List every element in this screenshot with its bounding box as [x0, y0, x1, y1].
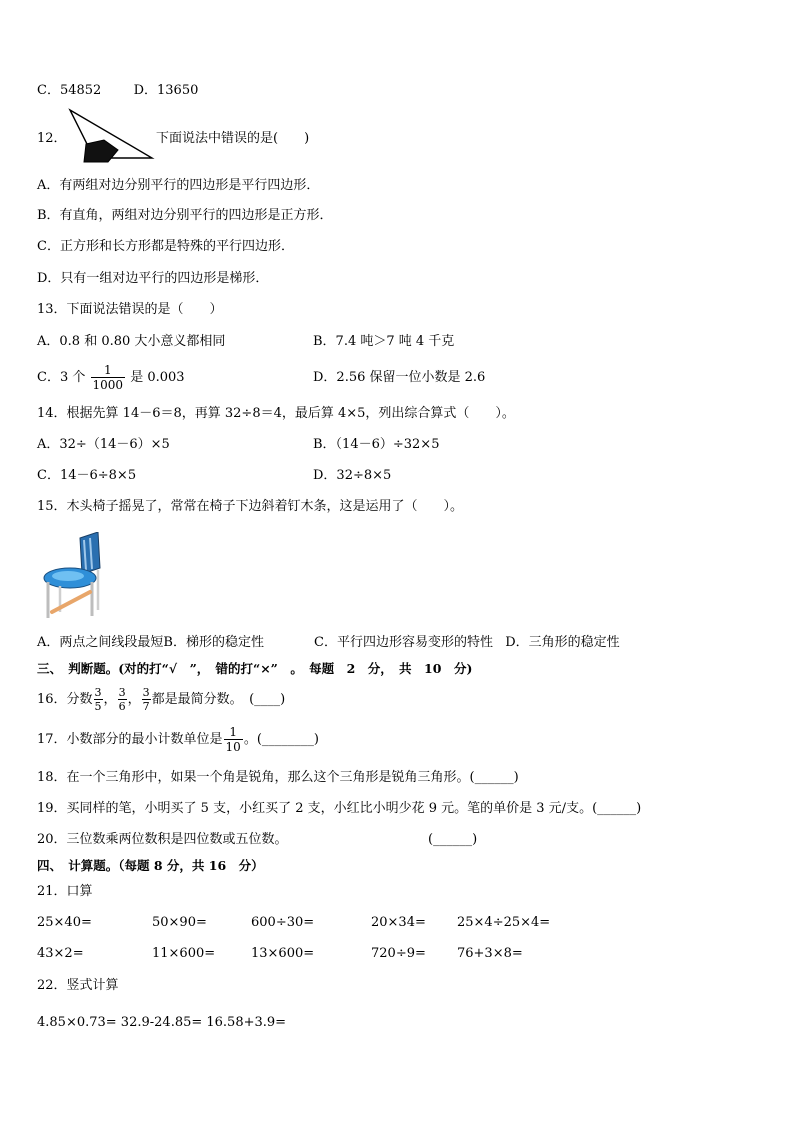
- q14-option-b: B．（14－6）÷32×5: [313, 437, 440, 452]
- q17-fraction: [224, 726, 243, 753]
- q16-fraction-2: [118, 687, 127, 712]
- fraction-denominator: 1000: [92, 378, 124, 392]
- q12-option-b: B．有直角，两组对边分别平行的四边形是正方形．: [37, 208, 333, 223]
- q14-option-a: A．32÷（14－6）×5: [37, 437, 170, 452]
- q19: 19．买同样的笔，小明买了 5 支，小红买了 2 支，小红比小明少花 9 元。笔的单价是 3 元/支。(______): [37, 801, 642, 816]
- q12-number: 12．: [37, 131, 67, 146]
- q14-option-d: D．32÷8×5: [313, 468, 392, 483]
- fraction-numerator: 1: [103, 363, 112, 377]
- q13-option-c: [37, 360, 185, 396]
- q21-label: 21．口算: [37, 884, 93, 899]
- fraction-numerator: 3: [142, 686, 150, 699]
- q15-option-b: B．梯形的稳定性: [163, 635, 264, 650]
- fraction-numerator: 3: [118, 686, 126, 699]
- q11-option-c: C．54852: [37, 83, 102, 98]
- q21-r2c1: 43×2=: [37, 946, 84, 961]
- q15-option-d: D．三角形的稳定性: [505, 635, 620, 650]
- q12-option-a: A．有两组对边分别平行的四边形是平行四边形．: [37, 178, 320, 193]
- section-3-title: 三、 判断题。(对的打“√ ”， 错的打“×” 。 每题 2 分， 共 10 分): [37, 661, 473, 676]
- q20-text: 20．三位数乘两位数积是四位数或五位数。: [37, 832, 288, 847]
- q21-r2c3: 13×600=: [251, 946, 315, 961]
- q16: [37, 682, 285, 718]
- q16-separator-2: ，: [127, 692, 141, 707]
- fraction-denominator: 7: [142, 700, 150, 713]
- fraction-numerator: 1: [229, 725, 237, 739]
- q16-suffix: 都是最简分数。 (____): [151, 692, 286, 707]
- chair-icon: [40, 532, 106, 622]
- q18: 18．在一个三角形中，如果一个角是锐角，那么这个三角形是锐角三角形。(______): [37, 770, 519, 785]
- fraction-denominator: 10: [225, 740, 241, 754]
- q21-r1c5: 25×4÷25×4=: [457, 915, 551, 930]
- q21-r2c4: 720÷9=: [371, 946, 426, 961]
- q14-stem: 14．根据先算 14－6＝8，再算 32÷8＝4，最后算 4×5，列出综合算式（ ）。: [37, 406, 515, 421]
- q21-r1c3: 600÷30=: [251, 915, 315, 930]
- set-square-icon: [64, 106, 156, 164]
- q12-option-c: C．正方形和长方形都是特殊的平行四边形．: [37, 239, 294, 254]
- q13-option-b: B．7.4 吨＞7 吨 4 千克: [313, 334, 455, 349]
- fraction-numerator: 3: [94, 686, 102, 699]
- q12-stem: 下面说法中错误的是( ): [156, 131, 310, 146]
- chair-figure: [40, 532, 106, 622]
- q12-option-d: D．只有一组对边平行的四边形是梯形．: [37, 271, 269, 286]
- q17-prefix: 17．小数部分的最小计数单位是: [37, 732, 223, 747]
- q13-stem: 13．下面说法错误的是（ ）: [37, 302, 223, 317]
- q15-options-cd: [314, 634, 620, 652]
- q21-r2c5: 76+3×8=: [457, 946, 523, 961]
- q11-options: [37, 82, 198, 100]
- q15-option-a: A．两点之间线段最短: [37, 635, 164, 650]
- q13-c-suffix: 是 0.003: [130, 370, 185, 385]
- q17-suffix: 。(________): [243, 732, 319, 747]
- q22-label: 22．竖式计算: [37, 978, 119, 993]
- q16-separator-1: ，: [103, 692, 117, 707]
- q17: [37, 722, 319, 758]
- set-square-figure: [64, 106, 156, 164]
- fraction-denominator: 5: [94, 700, 102, 713]
- q13-c-fraction: [91, 364, 126, 391]
- section-4-title: 四、 计算题。（每题 8 分，共 16 分）: [37, 858, 264, 873]
- q21-r1c1: 25×40=: [37, 915, 92, 930]
- q16-prefix: 16．分数: [37, 692, 93, 707]
- q13-option-a: A．0.8 和 0.80 大小意义都相同: [37, 334, 226, 349]
- q16-fraction-1: [94, 687, 103, 712]
- q15-options: [37, 634, 264, 652]
- q16-fraction-3: [142, 687, 151, 712]
- q11-option-d: D．13650: [133, 83, 199, 98]
- q15-stem: 15．木头椅子摇晃了，常常在椅子下边斜着钉木条，这是运用了（ ）。: [37, 499, 464, 514]
- q21-r2c2: 11×600=: [152, 946, 216, 961]
- q21-r1c4: 20×34=: [371, 915, 426, 930]
- q22-problems: 4.85×0.73= 32.9-24.85= 16.58+3.9=: [37, 1015, 287, 1030]
- q15-option-c: C．平行四边形容易变形的特性: [314, 635, 493, 650]
- fraction-denominator: 6: [118, 700, 126, 713]
- q21-r1c2: 50×90=: [152, 915, 207, 930]
- q13-c-prefix: C．3 个: [37, 370, 86, 385]
- q20-answer-blank: (______): [428, 832, 478, 847]
- q13-option-d: D．2.56 保留一位小数是 2.6: [313, 370, 486, 385]
- q14-option-c: C．14－6÷8×5: [37, 468, 137, 483]
